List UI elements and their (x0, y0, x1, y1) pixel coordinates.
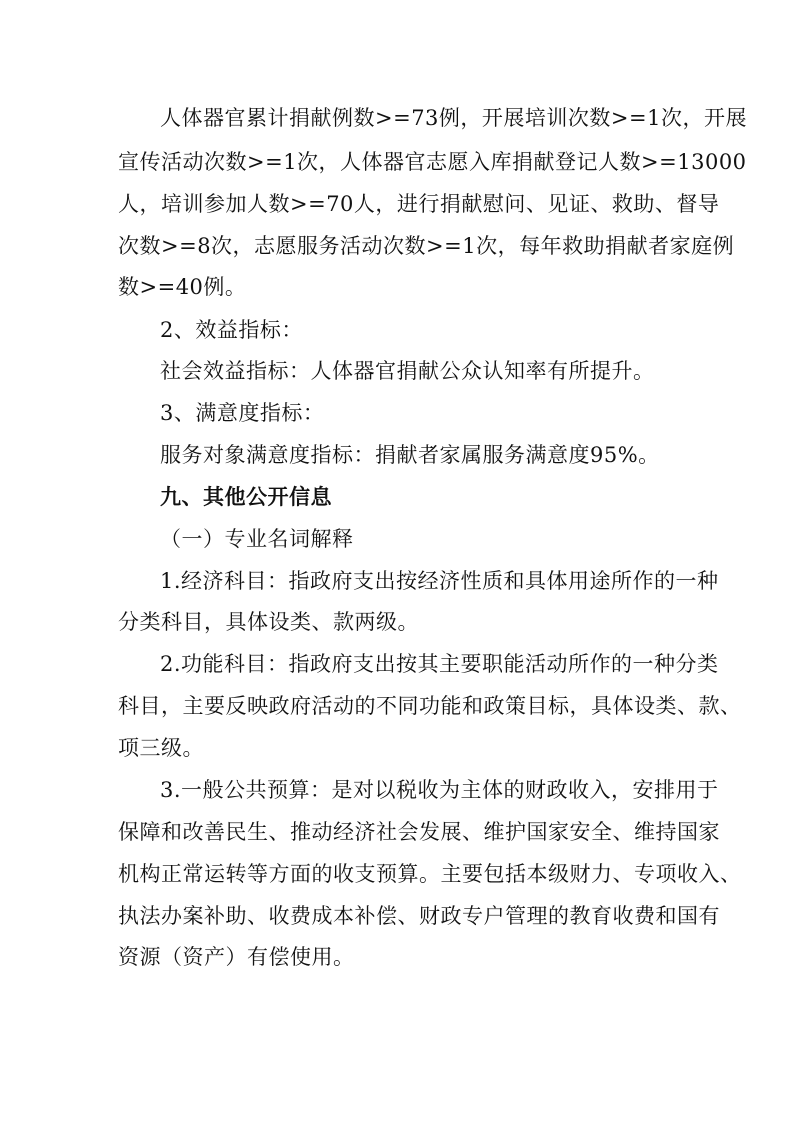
term-line: 资源（资产）有偿使用。 (118, 945, 355, 969)
benefit-heading: 2、效益指标： (160, 318, 303, 342)
paragraph-line: 宣传活动次数>=1次，人体器官志愿入库捐献登记人数>=13000 (118, 150, 747, 174)
term-line: 保障和改善民生、推动经济社会发展、维护国家安全、维持国家 (118, 820, 720, 844)
term-line: 1.经济科目：指政府支出按经济性质和具体用途所作的一种 (160, 569, 719, 593)
term-line: 2.功能科目：指政府支出按其主要职能活动所作的一种分类 (160, 652, 719, 676)
term-line: 3.一般公共预算：是对以税收为主体的财政收入，安排用于 (160, 778, 719, 802)
term-line: 执法办案补助、收费成本补偿、财政专户管理的教育收费和国有 (118, 904, 720, 928)
sub-heading: （一）专业名词解释 (160, 527, 354, 551)
benefit-text: 社会效益指标：人体器官捐献公众认知率有所提升。 (160, 359, 655, 383)
paragraph-line: 数>=40例。 (118, 275, 247, 299)
paragraph-line: 人体器官累计捐献例数>=73例，开展培训次数>=1次，开展 (160, 106, 747, 130)
paragraph-line: 次数>=8次，志愿服务活动次数>=1次，每年救助捐献者家庭例 (118, 234, 735, 258)
term-line: 分类科目，具体设类、款两级。 (118, 610, 419, 634)
section-heading: 九、其他公开信息 (160, 485, 332, 509)
term-line: 机构正常运转等方面的收支预算。主要包括本级财力、专项收入、 (118, 862, 742, 886)
satisfaction-heading: 3、满意度指标： (160, 401, 325, 425)
satisfaction-text: 服务对象满意度指标：捐献者家属服务满意度95%。 (160, 443, 660, 467)
term-line: 项三级。 (118, 736, 204, 760)
paragraph-line: 人，培训参加人数>=70人，进行捐献慰问、见证、救助、督导 (118, 192, 720, 216)
term-line: 科目，主要反映政府活动的不同功能和政策目标，具体设类、款、 (118, 694, 742, 718)
